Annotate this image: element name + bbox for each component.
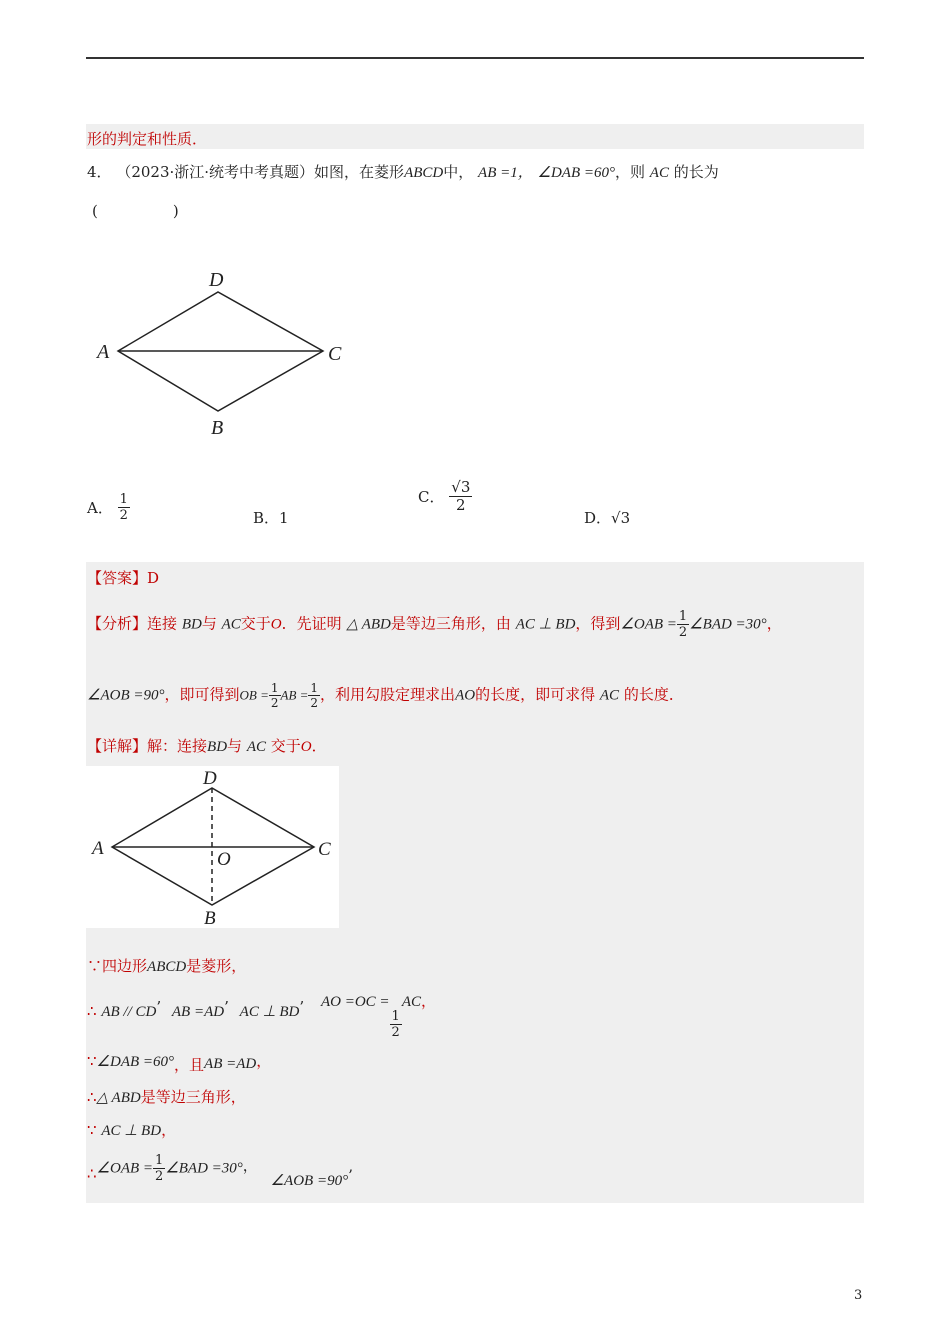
math-o: O: [300, 739, 312, 755]
step-6: ∴∠OAB = $\frac{1}{2}$ ∠BAD =30°， ∠AOB =90°’: [87, 1153, 353, 1189]
math-dab: ∠DAB =60°: [96, 1054, 175, 1070]
prev-explanation-tail: 形的判定和性质．: [87, 130, 208, 148]
math-bad: ∠BAD =30°: [689, 616, 767, 633]
center-label-o: O: [217, 849, 231, 870]
because-symbol: ∵: [87, 1052, 97, 1070]
math-parallel: AB // CD: [101, 1004, 157, 1020]
answer-tag: 【答案】: [87, 569, 148, 587]
vertex-label-b: B: [211, 417, 224, 439]
analysis-line-1: [87, 610, 782, 639]
therefore-symbol: ∴: [87, 1088, 97, 1106]
math-ao: AO: [455, 687, 476, 704]
step-3: [87, 1050, 271, 1075]
fraction: $\frac{1}{2}$: [391, 1009, 400, 1040]
math-perpendicular: AC ⊥ BD: [239, 1004, 300, 1020]
math-aob: ∠AOB =90°: [270, 1172, 349, 1189]
math-perpendicular: AC ⊥ BD: [515, 616, 576, 633]
math-triangle-abd: △ ABD: [96, 1090, 141, 1106]
vertex-label-b: B: [204, 908, 216, 928]
step-text: 是等边三角形，: [140, 1088, 246, 1106]
because-symbol: ∵: [87, 957, 103, 975]
detail-tag: 【详解】: [87, 737, 148, 755]
step-text: 四边形: [102, 957, 148, 975]
step-2: ∴ AB // CD’ AB =AD’ AC ⊥ BD’ AO =OC = $\frac{1}{2}$ AC，: [87, 992, 436, 1040]
math-aob: ∠AOB =90°: [87, 687, 165, 704]
vertex-label-d: D: [203, 768, 217, 789]
fraction: $\frac{1}{2}$: [119, 492, 128, 523]
math-perpendicular: AC ⊥ BD: [101, 1123, 162, 1139]
analysis-text: ，得到: [575, 614, 621, 633]
math-ac: AC: [401, 994, 421, 1010]
vertex-label-a: A: [97, 341, 110, 363]
math-ao-oc: AO =OC =: [320, 994, 390, 1010]
analysis-text: 与: [201, 614, 217, 633]
math-condition-angle: ∠DAB =60°: [537, 165, 615, 181]
step-text: ，且: [174, 1056, 205, 1074]
math-ac: AC: [599, 687, 620, 704]
option-a[interactable]: [87, 493, 130, 522]
math-bad: ∠BAD =30°: [165, 1160, 243, 1177]
option-d[interactable]: [584, 507, 630, 528]
vertex-label-d: D: [209, 269, 224, 291]
math-ac: AC: [221, 616, 241, 633]
option-letter: B．: [253, 509, 280, 527]
vertex-label-c: C: [318, 839, 331, 860]
math-ob: OB =: [239, 687, 269, 703]
therefore-symbol: ∴: [87, 1002, 97, 1020]
page-number: 3: [854, 1288, 863, 1303]
question-text: 中，: [443, 163, 474, 181]
option-letter: D．: [584, 509, 612, 527]
math-abcd: ABCD: [147, 959, 187, 975]
punctuation: ，: [161, 1121, 177, 1139]
detail-text: 解：连接: [147, 737, 208, 755]
math-ac: AC: [246, 739, 266, 755]
question-stem: [87, 161, 719, 182]
header-rule: [86, 57, 864, 59]
detail-line: [87, 735, 327, 756]
step-1: [87, 955, 246, 976]
analysis-line-2: [87, 682, 684, 709]
answer-value: D: [147, 569, 160, 587]
math-condition-ab: AB =1，: [478, 165, 533, 181]
option-letter: A．: [87, 499, 113, 517]
fraction: $\frac{1}{2}$: [678, 609, 688, 640]
math-ab: AB =: [280, 687, 309, 703]
vertex-label-a: A: [92, 838, 104, 859]
question-number: 4．: [87, 163, 112, 181]
question-text: 如图，在菱形: [314, 163, 405, 181]
math-bd: BD: [181, 616, 202, 633]
detail-text: 与: [227, 737, 243, 755]
analysis-text: ，即可得到: [164, 685, 240, 704]
step-4: [87, 1086, 246, 1107]
math-target: AC: [649, 165, 669, 181]
answer-line: [87, 567, 159, 588]
option-value: √3: [611, 509, 631, 527]
fraction: $\frac{1}{2}$: [270, 681, 279, 710]
math-ab-ad: AB =AD: [204, 1056, 257, 1072]
analysis-text: 的长度．: [623, 685, 684, 704]
math-bd: BD: [207, 739, 228, 755]
analysis-text: 的长度，即可求得: [475, 685, 596, 704]
punctuation: ，: [420, 992, 436, 1010]
option-value: 1: [279, 509, 289, 527]
detail-text: 交于: [270, 737, 301, 755]
math-triangle-abd: △ ABD: [346, 616, 391, 633]
analysis-text: ．先证明: [281, 614, 342, 633]
step-5: [87, 1119, 176, 1140]
option-b[interactable]: [253, 507, 289, 528]
fraction: $\frac{1}{2}$: [155, 1153, 164, 1184]
question-text: ，则: [615, 163, 646, 181]
punctuation: ，: [256, 1052, 272, 1070]
question-source: （2023·浙江·统考中考真题）: [116, 163, 315, 181]
question-text: 的长为: [673, 163, 719, 181]
rhombus-figure: [90, 262, 360, 442]
analysis-tag: 【分析】: [87, 614, 148, 633]
fraction: $\frac{√3}{2}$: [451, 478, 471, 514]
analysis-text: 交于: [240, 614, 271, 633]
vertex-label-c: C: [328, 343, 342, 365]
math-oab: ∠OAB =: [96, 1160, 154, 1177]
therefore-symbol: ∴: [87, 1164, 97, 1183]
fraction: $\frac{1}{2}$: [310, 681, 319, 710]
step-text: 是菱形，: [186, 957, 247, 975]
option-c[interactable]: [418, 480, 472, 513]
analysis-text: 是等边三角形，由: [390, 614, 511, 633]
detail-text: ．: [311, 737, 327, 755]
math-shape: ABCD: [404, 165, 444, 181]
math-oab: ∠OAB =: [620, 616, 677, 633]
option-letter: C．: [418, 488, 445, 506]
analysis-text: ，利用勾股定理求出: [320, 685, 456, 704]
solution-rhombus-figure: [86, 766, 339, 928]
analysis-text: ，: [766, 614, 782, 633]
math-ab-ad: AB =AD: [171, 1004, 225, 1020]
answer-blank: ( ): [92, 202, 179, 220]
analysis-text: 连接: [147, 614, 178, 633]
math-o: O: [270, 616, 282, 633]
because-symbol: ∵: [87, 1121, 97, 1139]
